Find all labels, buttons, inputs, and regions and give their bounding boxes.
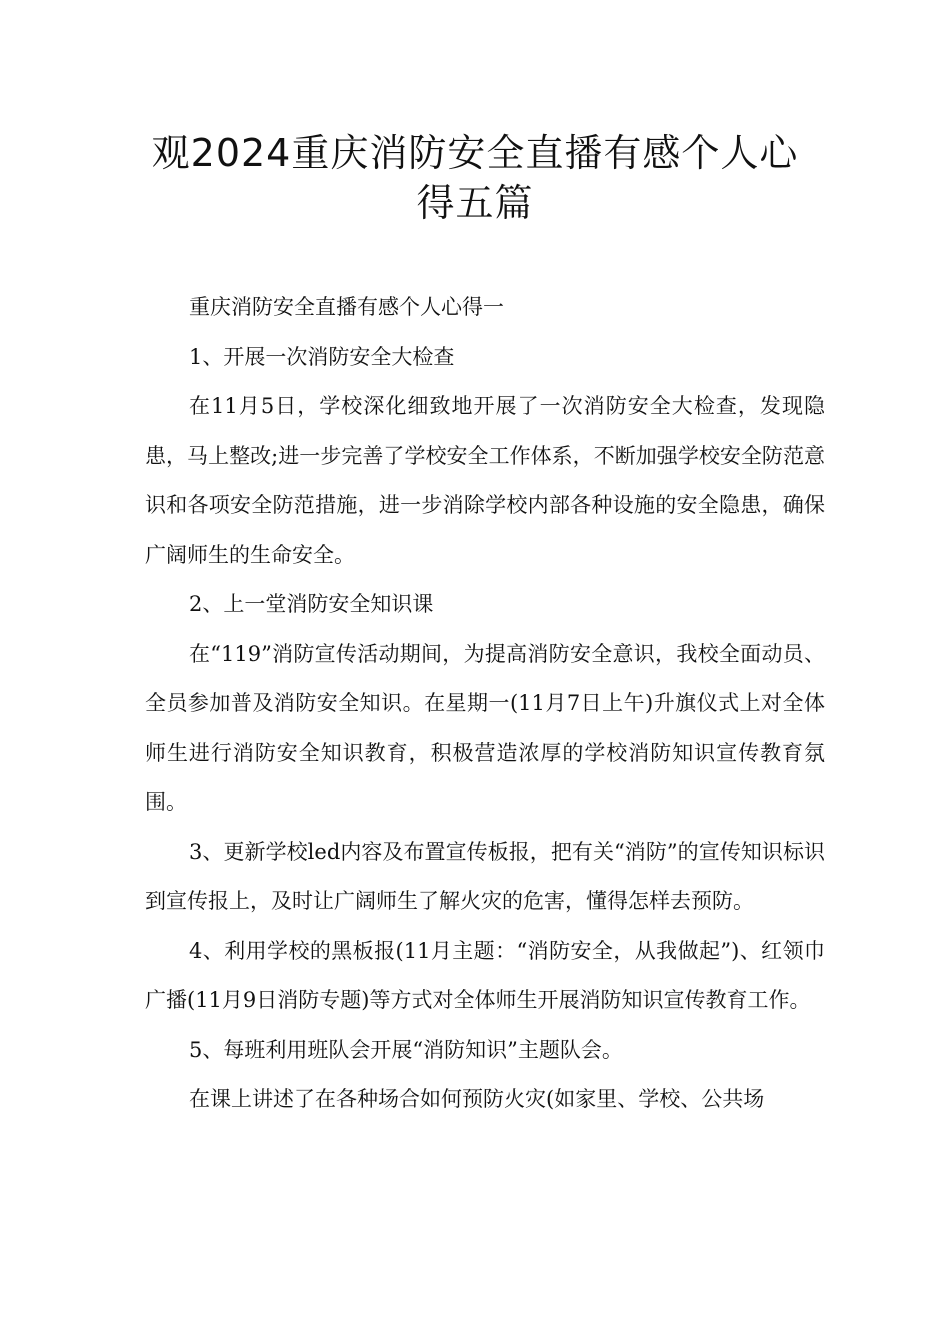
paragraph-4: 4、利用学校的黑板报(11月主题：“消防安全，从我做起”)、红领巾广播(11月9日消防专题)等方式对全体师生开展消防知识宣传教育工作。	[145, 938, 825, 1012]
item-heading-1: 1、开展一次消防安全大检查	[189, 344, 455, 369]
title-line-1: 观2024重庆消防安全直播有感个人心	[151, 131, 799, 175]
paragraph-6: 在课上讲述了在各种场合如何预防火灾(如家里、学校、公共场	[189, 1087, 765, 1111]
paragraph-3: 3、更新学校led内容及布置宣传板报，把有关“消防”的宣传知识标识到宣传报上，及时让广阔师生了解火灾的危害，懂得怎样去预防。	[145, 839, 825, 913]
paragraph-1: 在11月5日，学校深化细致地开展了一次消防安全大检查，发现隐患，马上整改;进一步完善了学校安全工作体系，不断加强学校安全防范意识和各项安全防范措施，进一步消除学校内部各种设施的安全隐患，确保广阔师生的生命安全。	[145, 394, 825, 567]
paragraph-2: 在“119”消防宣传活动期间，为提高消防安全意识，我校全面动员、全员参加普及消防安全知识。在星期一(11月7日上午)升旗仪式上对全体师生进行消防安全知识教育，积极营造浓厚的学校消防知识宣传教育氛围。	[145, 641, 825, 814]
item-heading-2: 2、上一堂消防安全知识课	[189, 592, 434, 616]
section-heading: 重庆消防安全直播有感个人心得一	[189, 295, 504, 319]
title-line-2: 得五篇	[416, 181, 534, 225]
document-body	[145, 283, 825, 1125]
document-title	[100, 128, 850, 228]
paragraph-5: 5、每班利用班队会开展“消防知识”主题队会。	[189, 1037, 623, 1062]
